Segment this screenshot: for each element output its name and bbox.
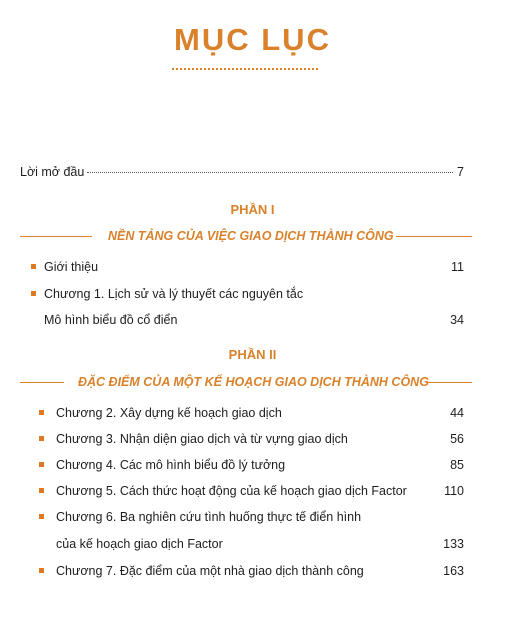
part-subtitle: NỀN TẢNG CỦA VIỆC GIAO DỊCH THÀNH CÔNG	[108, 229, 394, 243]
part-subtitle: ĐẶC ĐIỂM CỦA MỘT KẾ HOẠCH GIAO DỊCH THÀNH CÔNG	[78, 375, 429, 389]
toc-entry[interactable]: Chương 6. Ba nghiên cứu tình huống thực tế điển hình	[56, 510, 362, 524]
bullet-icon	[31, 291, 36, 296]
page-number: 11	[451, 260, 464, 274]
page-number: 110	[444, 484, 464, 498]
toc-entry-continuation[interactable]: của kế hoạch giao dịch Factor	[56, 537, 223, 551]
bullet-icon	[39, 462, 44, 467]
toc-entry[interactable]: Chương 2. Xây dựng kế hoạch giao dịch	[56, 406, 282, 420]
part-heading: PHẦN I	[230, 202, 275, 217]
bullet-icon	[31, 264, 36, 269]
bullet-icon	[39, 568, 44, 573]
divider-line	[20, 382, 64, 383]
page-number: 163	[443, 564, 464, 578]
title-underline	[172, 68, 318, 70]
bullet-icon	[39, 514, 44, 519]
part-heading: PHẦN II	[228, 347, 277, 362]
toc-entry-intro[interactable]: Lời mở đầu	[20, 165, 85, 179]
toc-entry[interactable]: Giới thiệu	[44, 260, 99, 274]
bullet-icon	[39, 488, 44, 493]
page-number: 56	[450, 432, 464, 446]
page-number: 44	[450, 406, 464, 420]
toc-entry[interactable]: Chương 1. Lịch sử và lý thuyết các nguyên tắc	[44, 287, 304, 301]
toc-entry[interactable]: Chương 3. Nhận diện giao dịch và từ vựng giao dịch	[56, 432, 348, 446]
page-title: MỤC LỤC	[174, 22, 331, 57]
dot-leader	[87, 172, 453, 173]
toc-entry[interactable]: Chương 4. Các mô hình biểu đồ lý tưởng	[56, 458, 286, 472]
divider-line	[426, 382, 472, 383]
page-number: 133	[443, 537, 464, 551]
toc-entry[interactable]: Chương 7. Đặc điểm của một nhà giao dịch thành công	[56, 564, 364, 578]
bullet-icon	[39, 436, 44, 441]
divider-line	[20, 236, 92, 237]
bullet-icon	[39, 410, 44, 415]
toc-entry[interactable]: Chương 5. Cách thức hoạt động của kế hoạch giao dịch Factor	[56, 484, 407, 498]
page-number: 34	[450, 313, 464, 327]
divider-line	[396, 236, 472, 237]
page-number: 7	[457, 165, 464, 179]
page-number: 85	[450, 458, 464, 472]
toc-entry-continuation[interactable]: Mô hình biểu đồ cổ điển	[44, 313, 178, 327]
